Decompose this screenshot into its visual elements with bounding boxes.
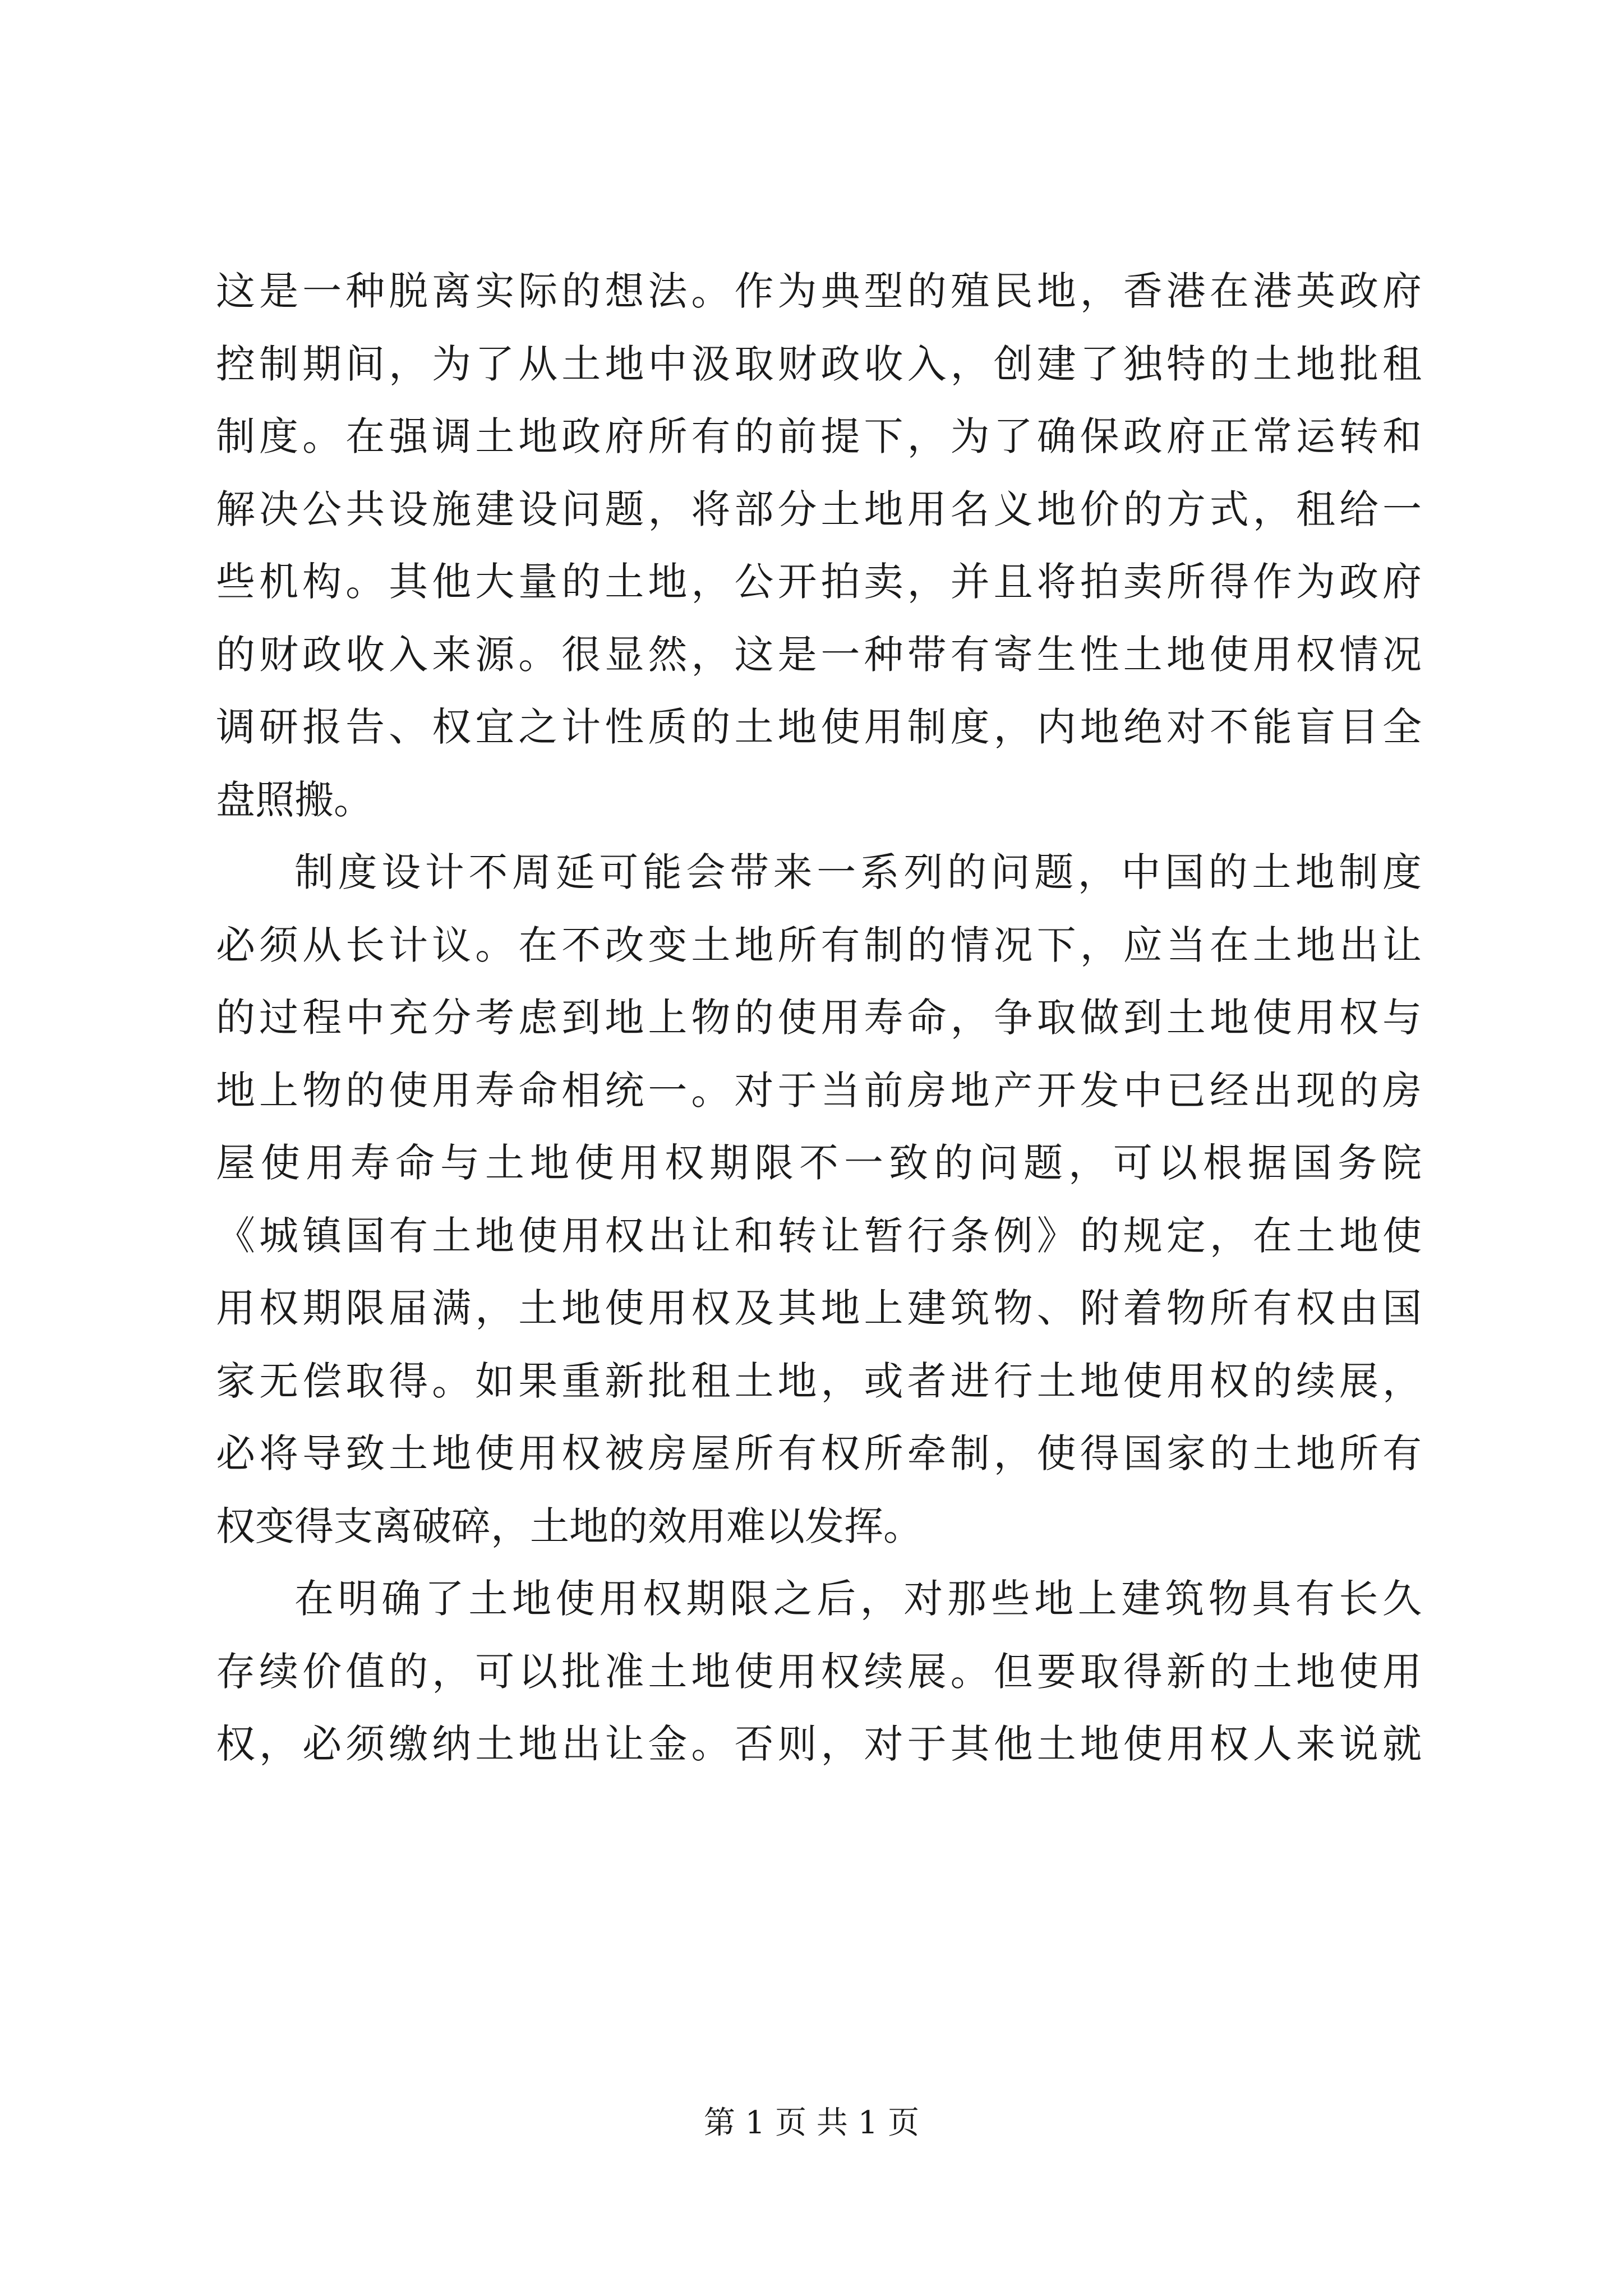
text-line: 制度设计不周延可能会带来一系列的问题，中国的土地制度 xyxy=(294,849,1422,895)
text-line: 家无偿取得。如果重新批租土地，或者进行土地使用权的续展， xyxy=(216,1358,1422,1404)
text-line: 的过程中充分考虑到地上物的使用寿命，争取做到土地使用权与 xyxy=(216,995,1422,1041)
text-line: 在明确了土地使用权期限之后，对那些地上建筑物具有长久 xyxy=(294,1576,1422,1622)
text-line: 些机构。其他大量的土地，公开拍卖，并且将拍卖所得作为政府 xyxy=(216,559,1422,605)
text-line: 这是一种脱离实际的想法。作为典型的殖民地，香港在港英政府 xyxy=(216,268,1422,314)
text-line: 屋使用寿命与土地使用权期限不一致的问题，可以根据国务院 xyxy=(216,1140,1422,1186)
text-line: 必须从长计议。在不改变土地所有制的情况下，应当在土地出让 xyxy=(216,922,1422,968)
text-line: 盘照搬。 xyxy=(216,776,373,823)
text-line: 调研报告、权宜之计性质的土地使用制度，内地绝对不能盲目全 xyxy=(216,704,1422,750)
text-line: 控制期间，为了从土地中汲取财政收入，创建了独特的土地批租 xyxy=(216,341,1422,387)
text-line: 存续价值的，可以批准土地使用权续展。但要取得新的土地使用 xyxy=(216,1648,1422,1695)
body-text xyxy=(216,255,1422,1781)
text-line: 权，必须缴纳土地出让金。否则，对于其他土地使用权人来说就 xyxy=(216,1721,1422,1767)
text-line: 用权期限届满，土地使用权及其地上建筑物、附着物所有权由国 xyxy=(216,1285,1422,1331)
text-line: 解决公共设施建设问题，将部分土地用名义地价的方式，租给一 xyxy=(216,486,1422,532)
text-line: 制度。在强调土地政府所有的前提下，为了确保政府正常运转和 xyxy=(216,413,1422,459)
text-line: 必将导致土地使用权被房屋所有权所牵制，使得国家的土地所有 xyxy=(216,1430,1422,1476)
text-line: 的财政收入来源。很显然，这是一种带有寄生性土地使用权情况 xyxy=(216,631,1422,678)
text-line: 地上物的使用寿命相统一。对于当前房地产开发中已经出现的房 xyxy=(216,1067,1422,1114)
page-footer: 第 1 页 共 1 页 xyxy=(703,2105,920,2141)
text-line: 权变得支离破碎，土地的效用难以发挥。 xyxy=(216,1503,923,1549)
text-line: 《城镇国有土地使用权出让和转让暂行条例》的规定，在土地使 xyxy=(216,1212,1422,1259)
